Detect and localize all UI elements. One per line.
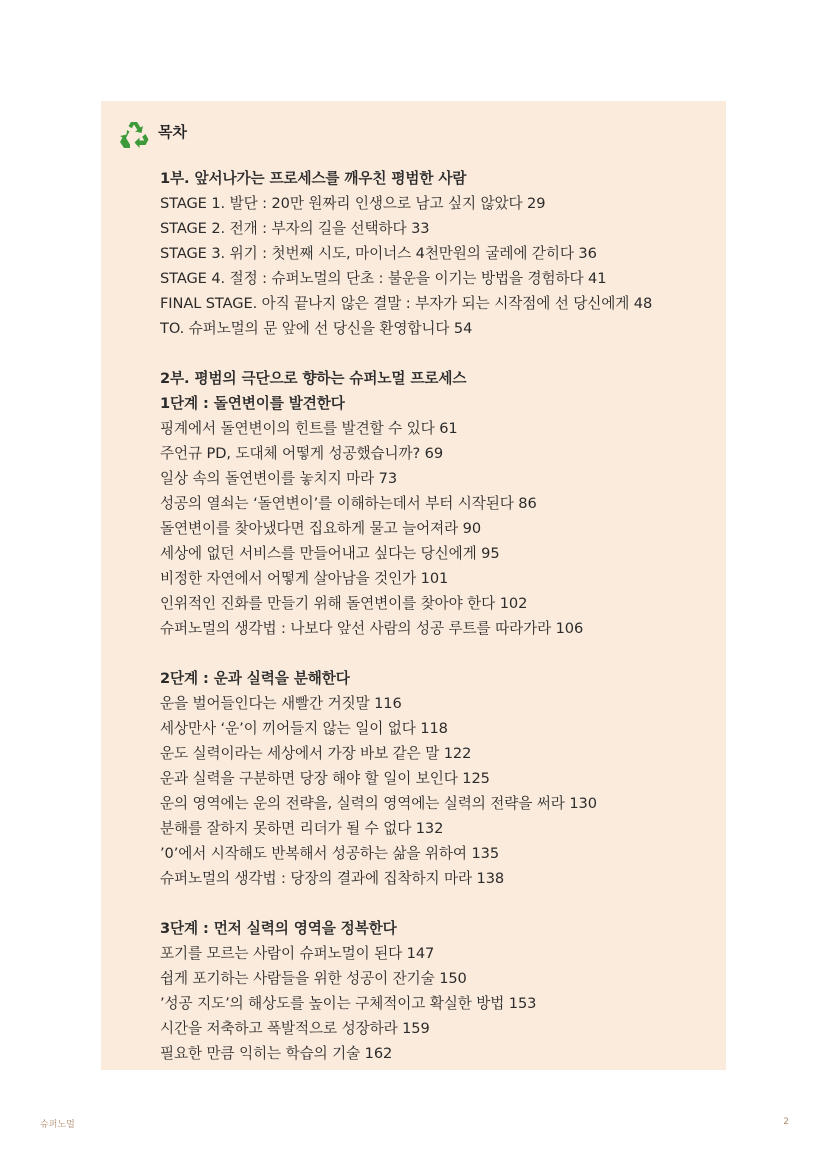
toc-title: 목차 <box>158 122 187 141</box>
footer-book-title: 슈퍼노멀 <box>40 1120 75 1130</box>
toc-entry: 슈퍼노멀의 생각법 : 당장의 결과에 집착하지 마라 138 <box>160 870 505 887</box>
toc-entry: ’0’에서 시작해도 반복해서 성공하는 삶을 위하여 135 <box>160 845 500 862</box>
toc-entry: 인위적인 진화를 만들기 위해 돌연변이를 찾아야 한다 102 <box>160 595 528 612</box>
toc-entry: 분해를 잘하지 못하면 리더가 될 수 없다 132 <box>160 820 444 837</box>
toc-entry: STAGE 3. 위기 : 첫번째 시도, 마이너스 4천만원의 굴레에 갇히다 36 <box>160 245 597 262</box>
toc-spacer <box>160 891 720 916</box>
toc-entry: 운도 실력이라는 세상에서 가장 바보 같은 말 122 <box>160 745 472 762</box>
toc-entry: 세상만사 ‘운’이 끼어들지 않는 일이 없다 118 <box>160 720 448 737</box>
toc-entry: STAGE 2. 전개 : 부자의 길을 선택하다 33 <box>160 220 430 237</box>
toc-spacer <box>160 341 720 366</box>
toc-section-heading: 2단계 : 운과 실력을 분해한다 <box>160 670 350 687</box>
toc-entry: 포기를 모르는 사람이 슈퍼노멀이 된다 147 <box>160 945 435 962</box>
toc-entry: STAGE 4. 절정 : 슈퍼노멀의 단초 : 불운을 이기는 방법을 경험하다 41 <box>160 270 607 287</box>
toc-entry: TO. 슈퍼노멀의 문 앞에 선 당신을 환영합니다 54 <box>160 320 473 337</box>
toc-section-heading: 1부. 앞서나가는 프로세스를 깨우친 평범한 사람 <box>160 170 467 187</box>
toc-spacer <box>160 641 720 666</box>
toc-entry: ’성공 지도’의 해상도를 높이는 구체적이고 확실한 방법 153 <box>160 995 537 1012</box>
toc-section-heading: 3단계 : 먼저 실력의 영역을 정복한다 <box>160 920 397 937</box>
toc-entry: 시간을 저축하고 폭발적으로 성장하라 159 <box>160 1020 430 1037</box>
toc-entry: 필요한 만큼 익히는 학습의 기술 162 <box>160 1045 393 1062</box>
recycle-icon <box>118 118 150 150</box>
toc-header <box>118 118 187 150</box>
toc-entry: 주언규 PD, 도대체 어떻게 성공했습니까? 69 <box>160 445 444 462</box>
toc-entry: FINAL STAGE. 아직 끝나지 않은 결말 : 부자가 되는 시작점에 선 당신에게 48 <box>160 295 653 312</box>
toc-entry: 쉽게 포기하는 사람들을 위한 성공이 잔기술 150 <box>160 970 467 987</box>
toc-entry: 일상 속의 돌연변이를 놓치지 마라 73 <box>160 470 398 487</box>
toc-section-heading: 2부. 평범의 극단으로 향하는 슈퍼노멀 프로세스 <box>160 370 467 387</box>
toc-section-heading: 1단계 : 돌연변이를 발견한다 <box>160 395 345 412</box>
toc-entry: 핑계에서 돌연변이의 힌트를 발견할 수 있다 61 <box>160 420 458 437</box>
toc-entry: 돌연변이를 찾아냈다면 집요하게 물고 늘어져라 90 <box>160 520 482 537</box>
toc-entry: 운을 벌어들인다는 새빨간 거짓말 116 <box>160 695 402 712</box>
toc-entry: STAGE 1. 발단 : 20만 원짜리 인생으로 남고 싶지 않았다 29 <box>160 195 546 212</box>
toc-entry: 운과 실력을 구분하면 당장 해야 할 일이 보인다 125 <box>160 770 490 787</box>
footer-page-number: 2 <box>783 1117 789 1127</box>
toc-entry: 비정한 자연에서 어떻게 살아남을 것인가 101 <box>160 570 449 587</box>
toc-entry: 성공의 열쇠는 ‘돌연변이’를 이해하는데서 부터 시작된다 86 <box>160 495 537 512</box>
toc-entry: 슈퍼노멀의 생각법 : 나보다 앞선 사람의 성공 루트를 따라가라 106 <box>160 620 584 637</box>
toc-list <box>160 166 720 1066</box>
toc-entry: 운의 영역에는 운의 전략을, 실력의 영역에는 실력의 전략을 써라 130 <box>160 795 597 812</box>
toc-entry: 세상에 없던 서비스를 만들어내고 싶다는 당신에게 95 <box>160 545 500 562</box>
